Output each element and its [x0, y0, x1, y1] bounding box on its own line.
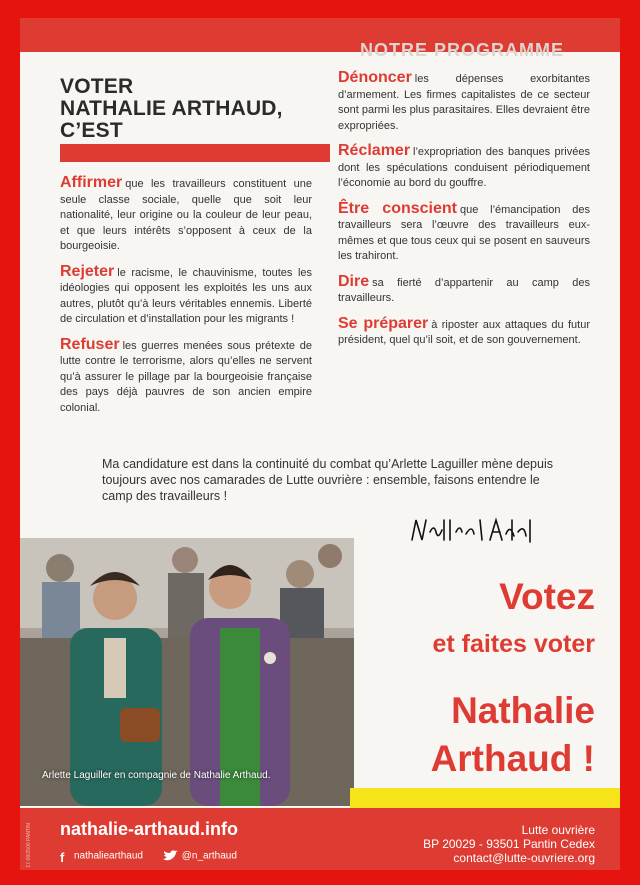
list-item: [338, 70, 590, 134]
facebook-handle[interactable]: nathaliearthaud: [74, 850, 143, 862]
printer-mention: 17-09/2500 PANTIN: [26, 823, 32, 868]
item-text: l’expropriation des banques privées dont les spéculations conduisent périodiquement l’économie au bord du gouffre.: [338, 146, 590, 189]
postal-address: BP 20029 - 93501 Pantin Cedex: [423, 837, 595, 851]
list-item: [338, 316, 590, 349]
list-item: [338, 274, 590, 307]
item-text: sa fierté d’appartenir au camp des travailleurs.: [338, 276, 590, 304]
item-keyword: Rejeter: [60, 262, 115, 280]
item-keyword: Dénoncer: [338, 69, 412, 86]
item-keyword: Affirmer: [60, 174, 123, 191]
social-links: [60, 850, 237, 865]
item-text: à riposter aux attaques du futur président, quel qu’il soit, et de son gouvernement.: [338, 318, 591, 346]
item-keyword: Être conscient: [338, 199, 457, 217]
facebook-icon[interactable]: f: [60, 850, 65, 865]
item-keyword: Réclamer: [338, 142, 411, 159]
title-underline-bar: [60, 144, 330, 162]
list-item: [338, 201, 590, 265]
cta-line: et faites voter: [432, 630, 595, 658]
yellow-accent-bar: [350, 788, 620, 810]
item-text: que les travailleurs constituent une seule classe sociale, quelle que soit leur nationalité, leur origine ou la couleur de leur peau, et que leurs intérêts s’opposent à ceux de la bourgeoisie.: [60, 178, 312, 252]
list-item: [60, 264, 312, 328]
left-column: [60, 175, 312, 425]
item-keyword: Refuser: [60, 335, 120, 353]
item-keyword: Dire: [338, 272, 370, 290]
right-column: [338, 70, 590, 358]
list-item: [338, 143, 590, 192]
item-text: les dépenses exorbitantes d’armement. Les firmes capitalistes de ce secteur sont parmi les plus parasitaires. Elles devraient être expropriées.: [338, 73, 590, 132]
list-item: [60, 175, 312, 255]
bleed-through-text: NOTRE PROGRAMME: [360, 40, 564, 60]
cta-line: Nathalie: [451, 690, 595, 731]
photo-caption: Arlette Laguiller en compagnie de Nathalie Arthaud.: [42, 770, 271, 781]
item-text: le racisme, le chauvinisme, toutes les idéologies qui opposent les exploités les uns aux autres, plutôt qu’à leurs véritables ennemis. Liberté de circulation et d’installation pour les migrants !: [60, 266, 312, 325]
candidate-quote: Ma candidature est dans la continuité du combat qu’Arlette Laguiller mène depuis toujours avec nos camarades de Lutte ouvrière : ensemble, faisons entendre le camp des travailleurs !: [102, 457, 553, 503]
title-line: NATHALIE ARTHAUD,: [60, 97, 283, 120]
handwritten-signature: [408, 514, 538, 548]
list-item: [60, 337, 312, 417]
item-text: les guerres menées sous prétexte de lutte contre le terrorisme, alors qu’elles ne servent qu’à assurer le pillage par la bourgeoisie française des pays déjà pauvres de son ancien empire colonial.: [60, 339, 312, 414]
organization-name: Lutte ouvrière: [521, 823, 595, 837]
leaflet-page: [20, 18, 620, 870]
item-keyword: Se préparer: [338, 314, 429, 332]
campaign-photo: [20, 538, 354, 806]
twitter-icon[interactable]: [162, 850, 178, 862]
website-link[interactable]: nathalie-arthaud.info: [60, 819, 239, 839]
title-line: VOTER: [60, 75, 134, 98]
contact-address: [423, 823, 595, 865]
cta-line: Votez: [499, 576, 595, 617]
email-link[interactable]: contact@lutte-ouvriere.org: [453, 851, 595, 865]
twitter-handle[interactable]: @n_arthaud: [181, 850, 237, 862]
photo-illustration: [20, 538, 354, 806]
item-text: que l’émancipation des travailleurs sera l’œuvre des travailleurs eux-mêmes et que tous ceux qui se posent en sauveurs les trahiront.: [338, 203, 590, 262]
cta-line: Arthaud !: [430, 738, 595, 779]
title-line: C’EST: [60, 119, 123, 142]
page-title: [60, 76, 283, 142]
